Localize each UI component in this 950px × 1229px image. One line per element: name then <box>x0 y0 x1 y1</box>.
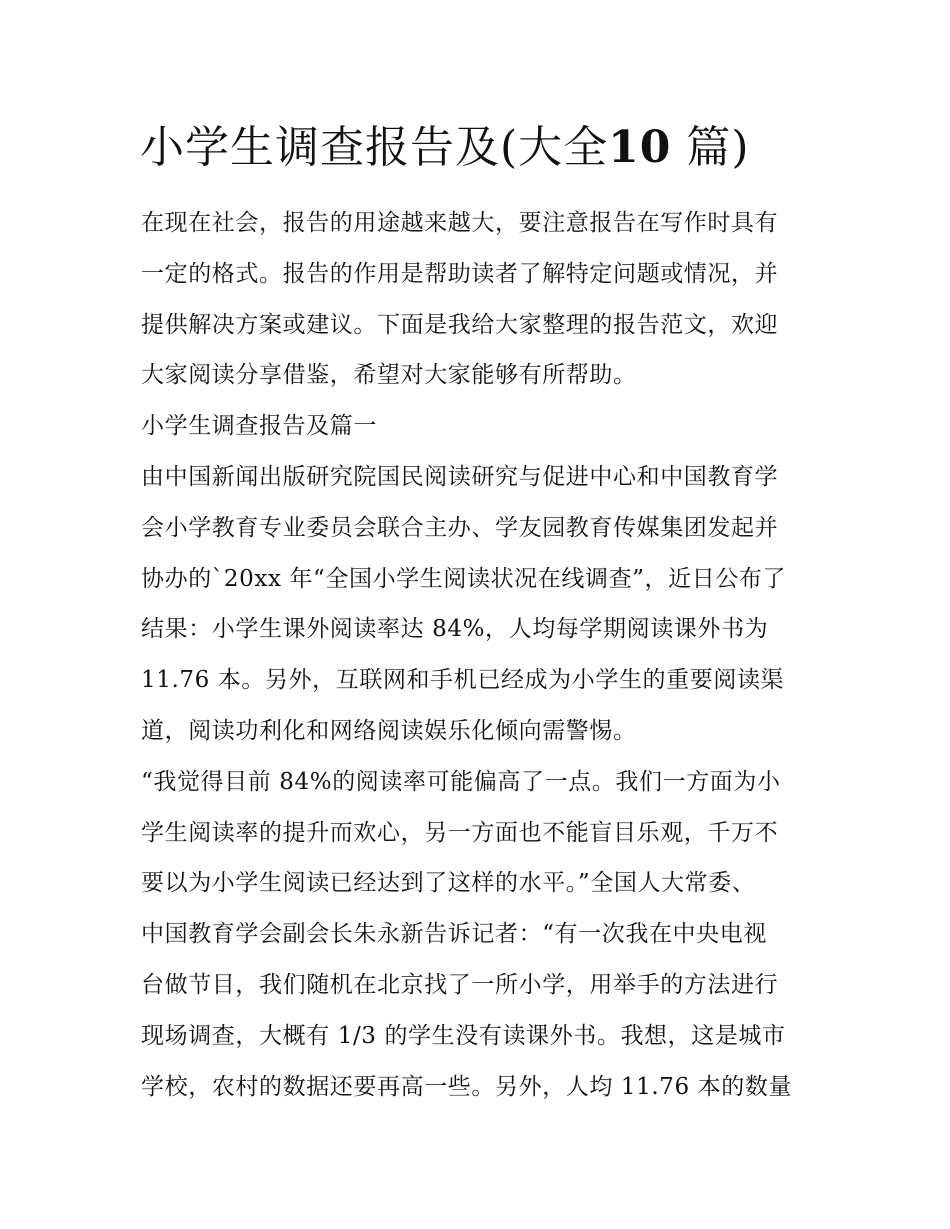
title-prefix: 小学生调查报告及(大全 <box>140 122 609 173</box>
document-title <box>140 118 840 178</box>
text-line: “我觉得目前 84%的阅读率可能偏高了一点。我们一方面为小 <box>141 768 781 795</box>
text-line: 学校，农村的数据还要再高一些。另外，人均 11.76 本的数量 <box>141 1073 793 1100</box>
text-line: 协办的`20xx 年“全国小学生阅读状况在线调查”，近日公布了 <box>141 565 787 592</box>
text-line: 11.76 本。另外，互联网和手机已经成为小学生的重要阅读渠 <box>141 667 785 694</box>
document-body <box>141 198 813 1112</box>
text-line: 现场调查，大概有 1/3 的学生没有读课外书。我想，这是城市 <box>141 1022 786 1049</box>
text-line: 学生阅读率的提升而欢心，另一方面也不能盲目乐观，千万不 <box>141 819 779 846</box>
text-line: 提供解决方案或建议。下面是我给大家整理的报告范文，欢迎 <box>141 311 779 338</box>
section-heading: 小学生调查报告及篇一 <box>141 413 377 440</box>
text-line: 在现在社会，报告的用途越来越大，要注意报告在写作时具有 <box>141 210 779 236</box>
title-suffix: 篇) <box>686 122 750 173</box>
text-line: 台做节目，我们随机在北京找了一所小学，用举手的方法进行 <box>141 971 779 998</box>
text-line: 结果：小学生课外阅读率达 84%，人均每学期阅读课外书为 <box>141 616 769 643</box>
text-line: 要以为小学生阅读已经达到了这样的水平。”全国人大常委、 <box>141 870 756 897</box>
text-line: 由中国新闻出版研究院国民阅读研究与促进中心和中国教育学 <box>141 463 779 490</box>
text-line: 大家阅读分享借鉴，希望对大家能够有所帮助。 <box>141 362 637 389</box>
text-line: 中国教育学会副会长朱永新告诉记者：“有一次我在中央电视 <box>141 921 767 948</box>
text-line: 会小学教育专业委员会联合主办、学友园教育传媒集团发起并 <box>141 514 779 541</box>
title-number: 10 <box>608 122 672 173</box>
text-line: 道，阅读功利化和网络阅读娱乐化倾向需警惕。 <box>141 717 637 744</box>
text-line: 一定的格式。报告的作用是帮助读者了解特定问题或情况，并 <box>141 260 779 287</box>
